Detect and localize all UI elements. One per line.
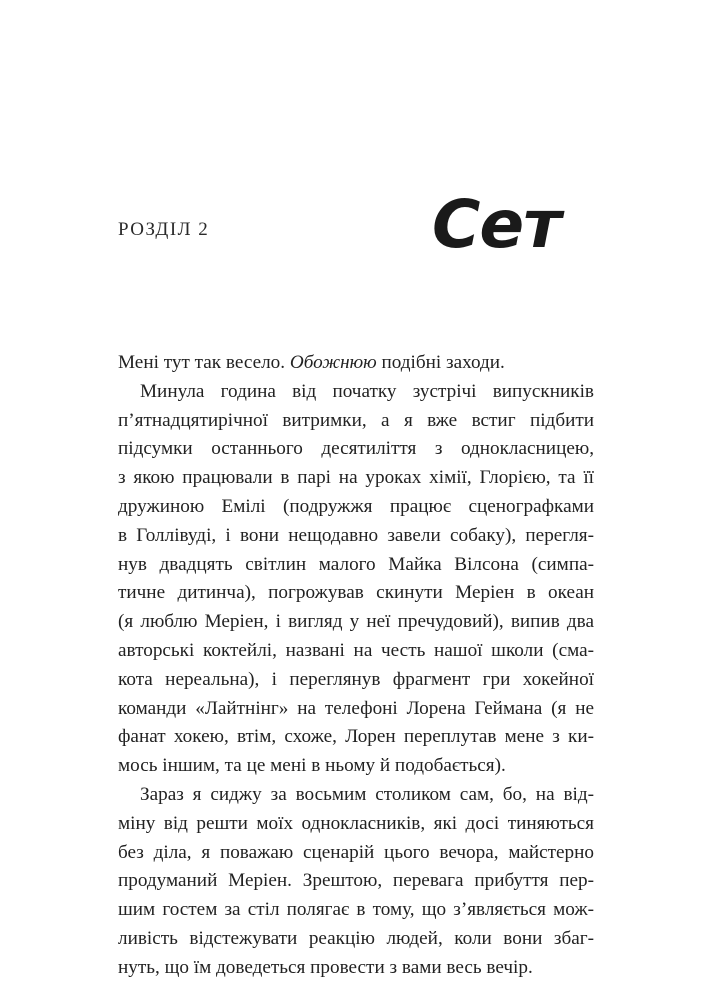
text-segment: подібні заходи. xyxy=(376,352,505,373)
text-line: (я люблю Меріен, і вигляд у неї пречудовий), випив два xyxy=(118,611,594,633)
text-line: команди «Лайтнінг» на телефоні Лорена Геймана (я не xyxy=(118,697,594,719)
text-line: з якою працювали в парі на уроках хімії, Глорією, та її xyxy=(118,467,594,489)
italic-word: Обожнюю xyxy=(289,352,377,373)
paragraph xyxy=(118,378,594,781)
text-line: ливість відстежувати реакцію людей, коли вони збаг- xyxy=(118,927,594,949)
text-segment: Мені тут так весело. xyxy=(118,352,290,373)
text-line: Зараз я сиджу за восьмим столиком сам, бо, на від- xyxy=(140,783,594,805)
paragraph xyxy=(118,781,594,983)
text-line: п’ятнадцятирічної витримки, а я вже встиг підбити xyxy=(118,409,594,431)
text-line: фанат хокею, втім, схоже, Лорен переплутав мене з ки- xyxy=(118,726,594,748)
body-text xyxy=(118,349,594,983)
text-line: продуманий Меріен. Зрештою, перевага прибуття пер- xyxy=(118,870,594,892)
text-line: міну від решти моїх однокласників, які досі тиняються xyxy=(118,812,594,834)
text-line: Минула година від початку зустрічі випускників xyxy=(140,380,594,402)
text-line: шим гостем за стіл полягає в тому, що з’являється мож- xyxy=(118,899,594,921)
text-line: дружиною Емілі (подружжя працює сценографками xyxy=(118,495,594,517)
text-line: нуть, що їм доведеться провести з вами весь вечір. xyxy=(118,956,533,978)
text-line: кота нереальна), і переглянув фрагмент гри хокейної xyxy=(118,668,594,690)
text-line: в Голлівуді, і вони нещодавно завели собаку), перегля- xyxy=(118,524,594,546)
text-line: нув двадцять світлин малого Майка Вілсона (симпа- xyxy=(118,553,594,575)
text-line xyxy=(118,349,594,378)
chapter-label: РОЗДІЛ 2 xyxy=(118,219,210,240)
text-line: підсумки останнього десятиліття з однокласницею, xyxy=(118,438,594,460)
text-line: без діла, я поважаю сценарій цього вечора, майстерно xyxy=(118,841,594,863)
chapter-title: Сет xyxy=(432,186,561,263)
paragraphs xyxy=(118,378,594,983)
text-line: мось іншим, та це мені в ньому й подобається). xyxy=(118,755,506,777)
text-line: тичне дитинча), погрожував скинути Меріен в океан xyxy=(118,582,594,604)
text-line: авторські коктейлі, названі на честь нашої школи (сма- xyxy=(118,639,594,661)
